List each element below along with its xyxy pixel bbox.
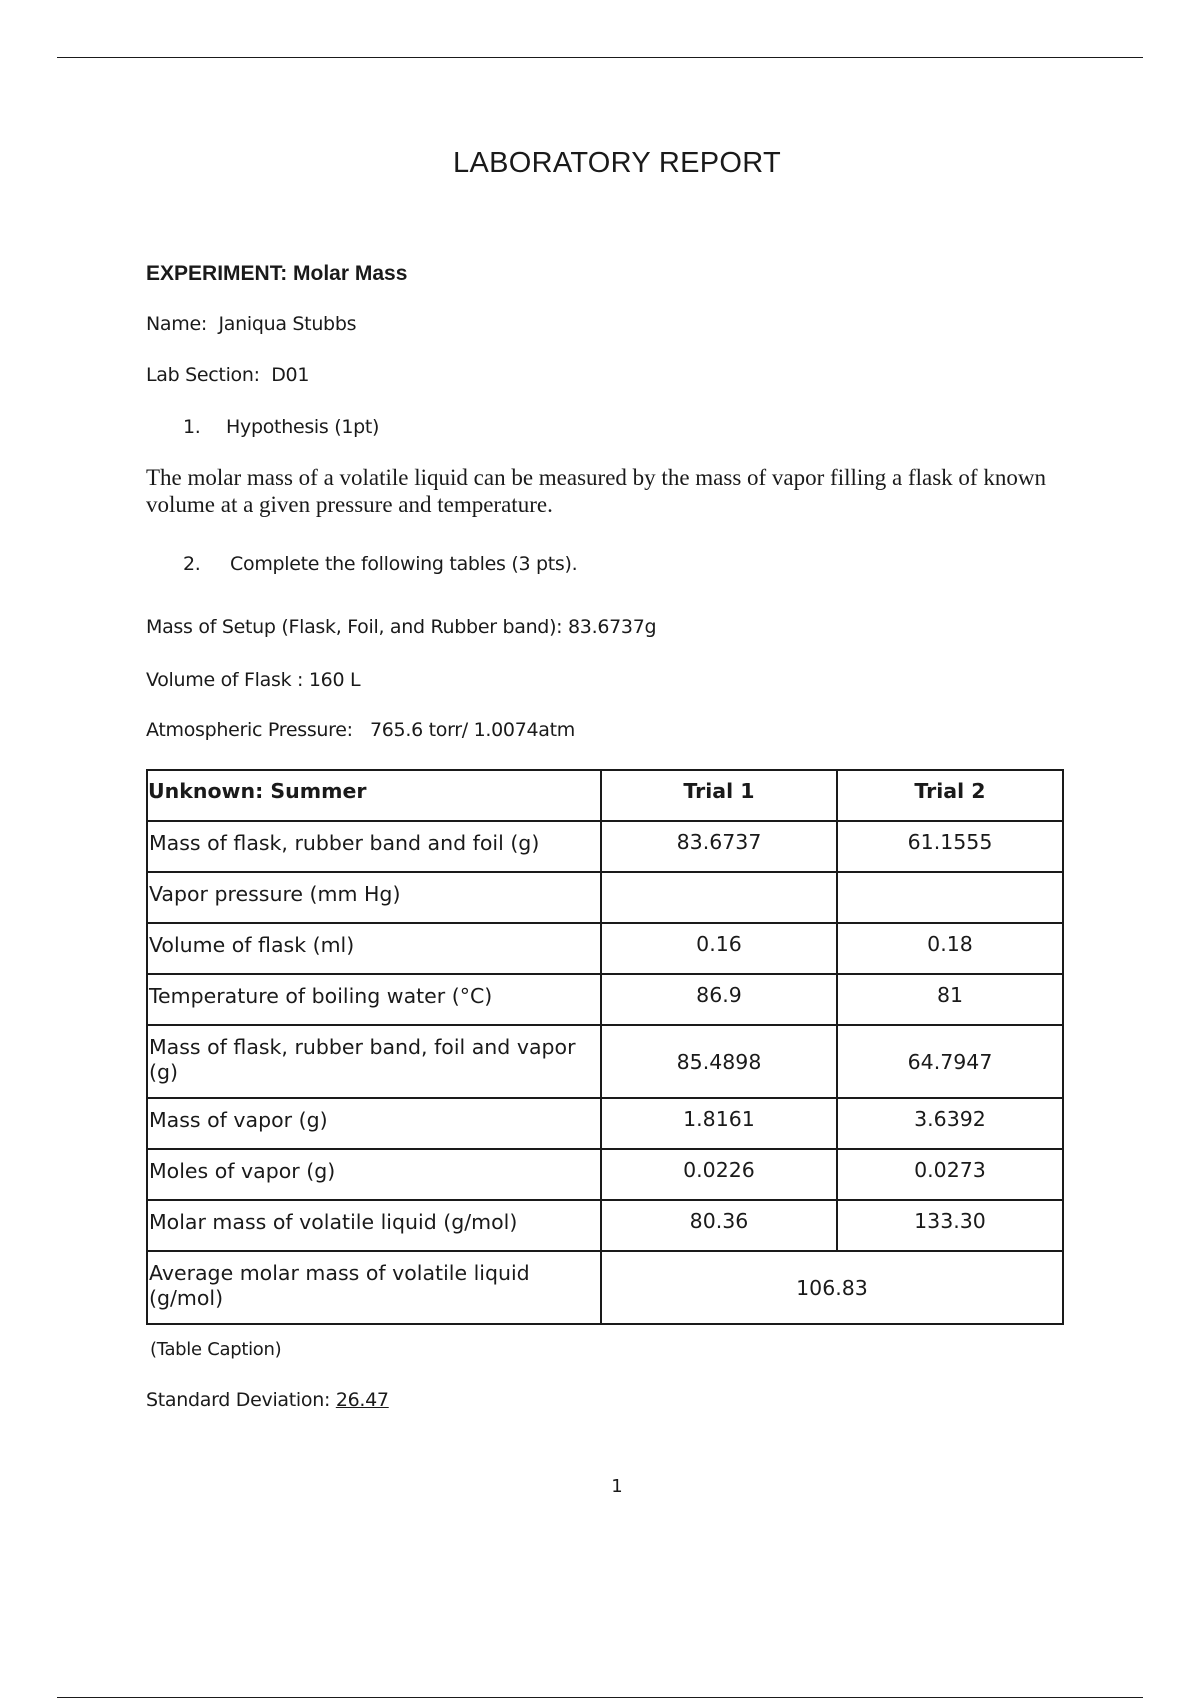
name-label: Name: [146, 313, 207, 335]
table-row [147, 1149, 1063, 1200]
row-label: Temperature of boiling water (°C) [147, 974, 601, 1025]
lab-section-label: Lab Section: [146, 364, 260, 386]
table-row [147, 1025, 1063, 1098]
table-row [147, 1098, 1063, 1149]
pressure-label: Atmospheric Pressure: [146, 719, 353, 741]
row-label: Mass of flask, rubber band and foil (g) [147, 821, 601, 872]
std-value: 26.47 [335, 1389, 389, 1411]
trial-1-value: 1.8161 [601, 1098, 837, 1149]
pressure-value: 765.6 torr/ 1.0074atm [369, 719, 575, 741]
name-line [146, 313, 356, 335]
trial-2-value: 0.18 [837, 923, 1063, 974]
standard-deviation-line [146, 1389, 389, 1411]
molar-mass-table [146, 769, 1064, 1325]
list-number: 1. [183, 416, 201, 438]
std-label: Standard Deviation: [146, 1389, 331, 1411]
table-row [147, 821, 1063, 872]
trial-2-value: 133.30 [837, 1200, 1063, 1251]
experiment-heading: EXPERIMENT: Molar Mass [146, 262, 408, 285]
table-row [147, 974, 1063, 1025]
table-caption: (Table Caption) [150, 1339, 282, 1360]
bottom-rule [57, 1697, 1143, 1698]
lab-section-value: D01 [271, 364, 310, 386]
trial-2-value: 64.7947 [837, 1025, 1063, 1098]
volume-flask-line: Volume of Flask : 160 L [146, 669, 361, 691]
trial-1-value: 0.16 [601, 923, 837, 974]
row-label: Volume of flask (ml) [147, 923, 601, 974]
trial-2-value: 81 [837, 974, 1063, 1025]
trial-1-value: 86.9 [601, 974, 837, 1025]
tables-list-item [183, 553, 577, 575]
trial-2-value: 0.0273 [837, 1149, 1063, 1200]
tables-instruction: Complete the following tables (3 pts). [230, 553, 578, 575]
average-row [147, 1251, 1063, 1324]
table-row [147, 923, 1063, 974]
atmospheric-pressure-line [146, 719, 575, 741]
table-row [147, 1200, 1063, 1251]
top-rule [57, 57, 1143, 58]
row-label: Molar mass of volatile liquid (g/mol) [147, 1200, 601, 1251]
table-row [147, 872, 1063, 923]
hypothesis-list-item [183, 416, 379, 438]
hypothesis-text: The molar mass of a volatile liquid can be measured by the mass of vapor filling a flask of known volume at a given pressure and temperature. [146, 465, 1046, 517]
trial-1-value: 85.4898 [601, 1025, 837, 1098]
lab-section-line [146, 364, 309, 386]
row-label: Vapor pressure (mm Hg) [147, 872, 601, 923]
trial-1-value: 80.36 [601, 1200, 837, 1251]
name-value: Janiqua Stubbs [218, 313, 357, 335]
list-number: 2. [183, 553, 201, 575]
table-header-row [147, 770, 1063, 821]
report-title: LABORATORY REPORT [453, 147, 781, 179]
average-label: Average molar mass of volatile liquid (g/mol) [147, 1251, 601, 1324]
trial-2-value: 61.1555 [837, 821, 1063, 872]
trial-2-value: 3.6392 [837, 1098, 1063, 1149]
row-label: Mass of flask, rubber band, foil and vapor (g) [147, 1025, 601, 1098]
row-label: Mass of vapor (g) [147, 1098, 601, 1149]
header-trial-2: Trial 2 [837, 770, 1063, 821]
hypothesis-heading: Hypothesis (1pt) [226, 416, 380, 438]
mass-setup-line: Mass of Setup (Flask, Foil, and Rubber band): 83.6737g [146, 616, 657, 638]
row-label: Moles of vapor (g) [147, 1149, 601, 1200]
trial-1-value [601, 872, 837, 923]
header-unknown: Unknown: Summer [147, 770, 601, 821]
trial-1-value: 83.6737 [601, 821, 837, 872]
trial-1-value: 0.0226 [601, 1149, 837, 1200]
average-value: 106.83 [601, 1251, 1063, 1324]
trial-2-value [837, 872, 1063, 923]
header-trial-1: Trial 1 [601, 770, 837, 821]
page-number: 1 [611, 1476, 623, 1497]
